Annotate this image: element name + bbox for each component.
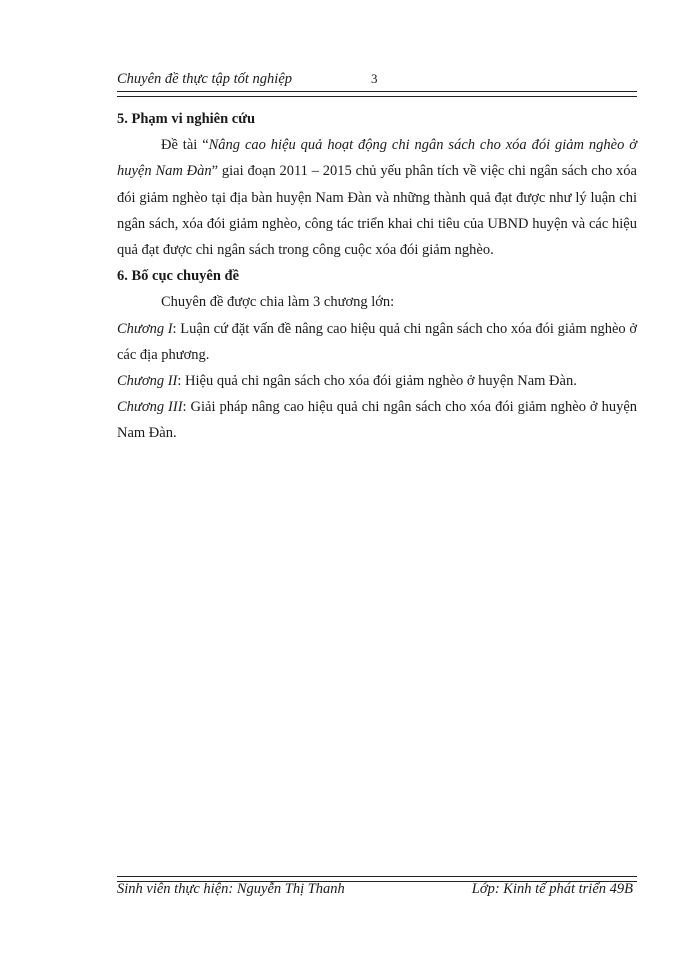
chapter-text: : Giải pháp nâng cao hiệu quả chi ngân sách cho xóa đói giảm nghèo ở huyện Nam Đàn.	[117, 399, 637, 442]
chapter-item	[117, 394, 637, 446]
structure-intro: Chuyên đề được chia làm 3 chương lớn:	[161, 294, 395, 311]
chapter-item	[117, 316, 637, 368]
section-heading-structure: 6. Bố cục chuyên đề	[117, 268, 240, 285]
chapter-label: Chương III	[117, 399, 183, 416]
chapter-item	[117, 368, 637, 394]
chapter-label: Chương II	[117, 373, 178, 390]
page-header	[117, 68, 637, 90]
footer-student: Sinh viên thực hiện: Nguyễn Thị Thanh	[117, 881, 345, 897]
header-rule	[117, 91, 637, 97]
chapter-text: : Hiệu quả chi ngân sách cho xóa đói giảm nghèo ở huyện Nam Đàn.	[177, 373, 577, 390]
scope-paragraph	[117, 132, 637, 263]
section-heading-scope: 5. Phạm vi nghiên cứu	[117, 111, 256, 127]
footer-class: Lớp: Kinh tế phát triển 49B	[471, 881, 633, 897]
header-title: Chuyên đề thực tập tốt nghiệp	[117, 71, 293, 87]
page-number: 3	[371, 71, 378, 86]
chapter-text: : Luận cứ đặt vấn đề nâng cao hiệu quả chi ngân sách cho xóa đói giảm nghèo ở các địa phương.	[117, 320, 637, 363]
page-footer	[117, 881, 637, 903]
scope-prefix: Đề tài “	[161, 137, 209, 154]
scope-suffix: ” giai đoạn 2011 – 2015 chủ yếu phân tích về việc chi ngân sách cho xóa đói giảm nghèo tại địa bàn huyện Nam Đàn và những thành quả đạt được như lý luận chi ngân sách, xóa đói giảm nghèo, công tác triển khai chi tiêu của UBND huyện và các hiệu quả đạt được chi ngân sách trong công cuộc xóa đói giảm nghèo.	[117, 163, 637, 259]
document-body	[117, 106, 637, 447]
chapter-label: Chương I	[117, 320, 173, 337]
topic-title: Nâng cao hiệu quả hoạt động chi ngân sách cho xóa đói giảm nghèo ở huyện Nam Đàn	[117, 137, 637, 180]
